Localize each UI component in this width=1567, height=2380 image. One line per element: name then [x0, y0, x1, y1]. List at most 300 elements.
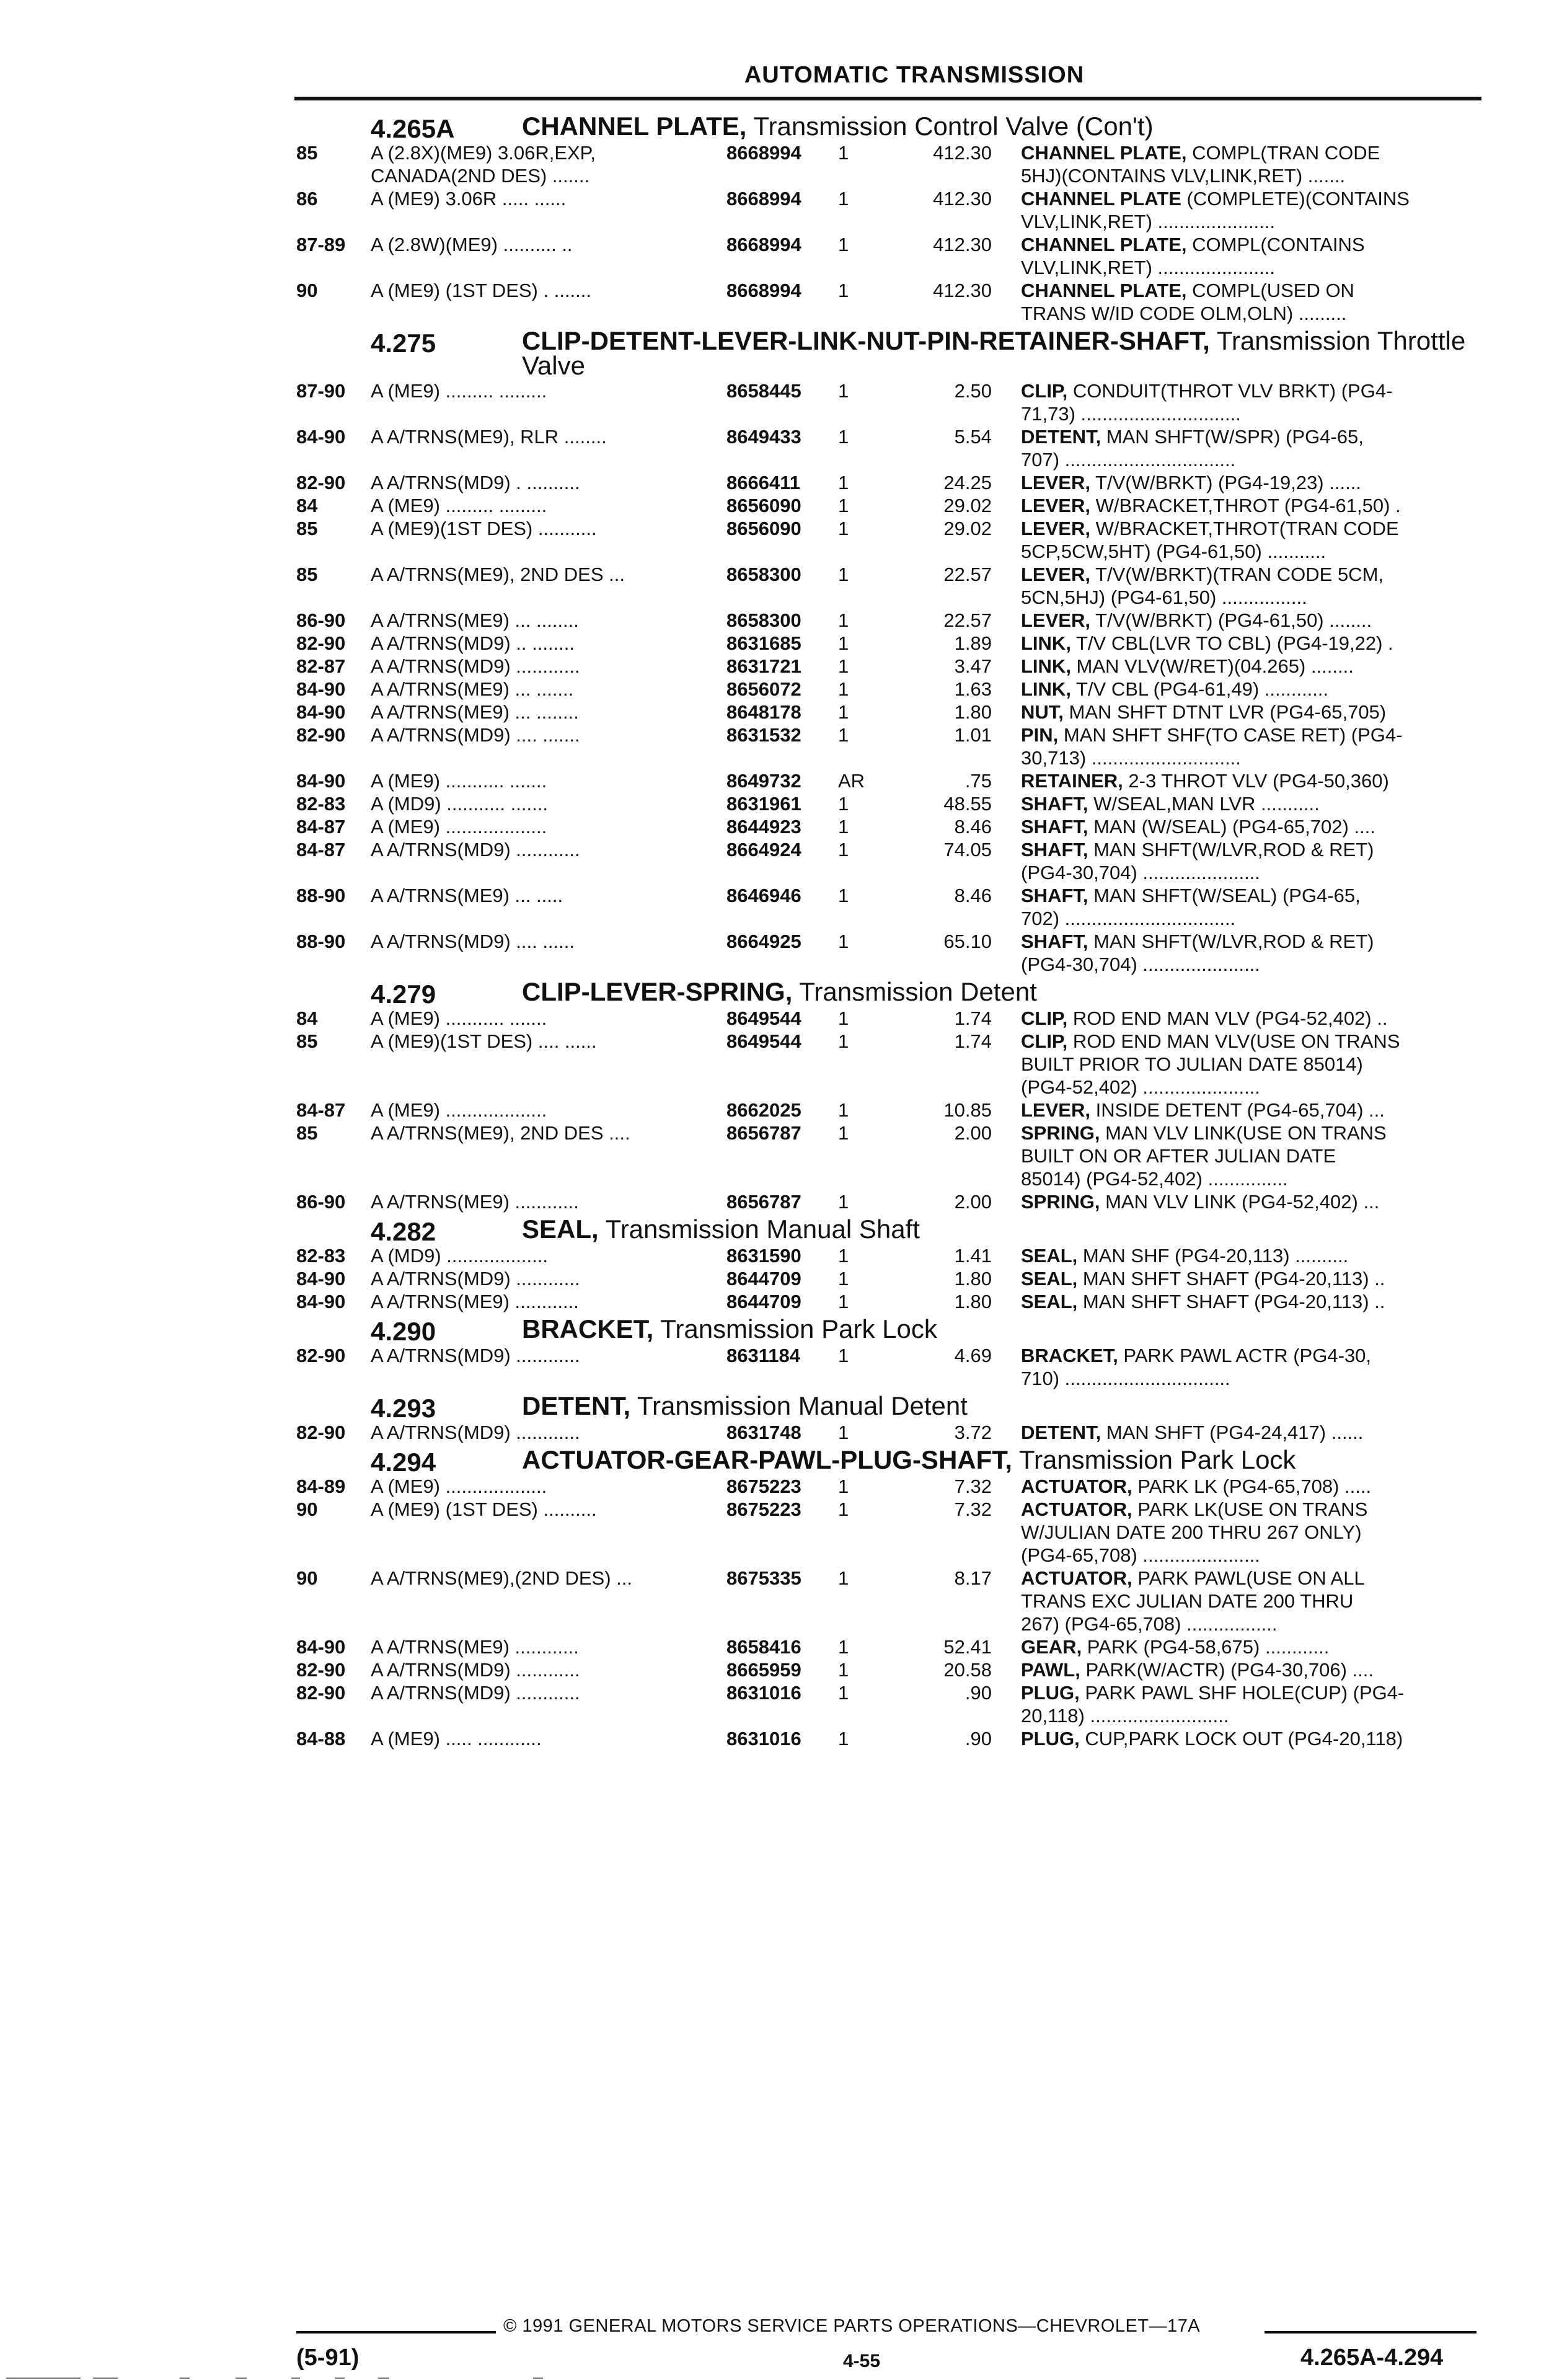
- table-row: [0, 494, 1567, 517]
- quantity: 1: [838, 724, 849, 746]
- part-detail: MAN (W/SEAL) (PG4-65,702) ....: [1088, 816, 1375, 838]
- part-description: [1021, 494, 1470, 517]
- part-detail: W/SEAL,MAN LVR ...........: [1088, 793, 1320, 815]
- section-heading: [0, 110, 1567, 141]
- part-name: CLIP,: [1021, 1030, 1068, 1052]
- part-detail: MAN VLV(W/RET)(04.265) ........: [1070, 655, 1354, 677]
- part-detail: MAN SHFT SHAFT (PG4-20,113) ..: [1077, 1291, 1385, 1312]
- table-row: [0, 1121, 1567, 1190]
- part-number: 8631590: [726, 1245, 801, 1267]
- quantity: 1: [838, 564, 849, 585]
- part-description: [1021, 1267, 1470, 1290]
- table-row: [0, 1099, 1567, 1121]
- unit-price: 4.69: [954, 1345, 992, 1366]
- part-detail: PARK PAWL SHF HOLE(CUP) (PG4- 20,118) ..........................: [1021, 1682, 1405, 1727]
- part-detail: ROD END MAN VLV(USE ON TRANS BUILT PRIOR TO JULIAN DATE 85014) (PG4-52,402) ......................: [1021, 1030, 1400, 1098]
- part-description: [1021, 792, 1470, 815]
- part-number: 8658416: [726, 1636, 801, 1658]
- unit-price: 24.25: [943, 472, 992, 493]
- part-name: SHAFT,: [1021, 931, 1088, 952]
- quantity: 1: [838, 426, 849, 448]
- unit-price: 1.89: [954, 632, 992, 654]
- quantity: 1: [838, 380, 849, 402]
- quantity: 1: [838, 816, 849, 838]
- section-title-bold: CHANNEL PLATE,: [522, 112, 747, 141]
- unit-price: 2.00: [954, 1122, 992, 1144]
- table-row: [0, 1498, 1567, 1567]
- model-year: 86: [296, 188, 318, 210]
- model-year: 85: [296, 1122, 318, 1144]
- quantity: 1: [838, 1030, 849, 1052]
- table-row: [0, 425, 1567, 471]
- part-name: BRACKET,: [1021, 1345, 1118, 1366]
- section-number: 4.265A: [371, 114, 455, 143]
- quantity: 1: [838, 234, 849, 255]
- part-description: [1021, 655, 1470, 678]
- part-description: [1021, 701, 1470, 723]
- part-number: 8675223: [726, 1475, 801, 1497]
- part-description: [1021, 930, 1470, 976]
- scan-artifact-marks: [0, 2378, 558, 2380]
- part-description: [1021, 1727, 1470, 1750]
- part-name: CHANNEL PLATE,: [1021, 280, 1187, 301]
- section-number: 4.282: [371, 1217, 436, 1246]
- unit-price: .90: [964, 1728, 992, 1750]
- unit-price: 8.46: [954, 816, 992, 838]
- section-title-bold: CLIP-LEVER-SPRING,: [522, 977, 793, 1006]
- unit-price: 412.30: [933, 188, 992, 210]
- quantity: 1: [838, 472, 849, 493]
- quantity: 1: [838, 1291, 849, 1312]
- application-description: A A/TRNS(ME9) ... .......: [371, 678, 574, 700]
- part-name: CHANNEL PLATE: [1021, 188, 1181, 210]
- part-detail: COMPL(TRAN CODE 5HJ)(CONTAINS VLV,LINK,RET) .......: [1021, 142, 1380, 187]
- page-header-title: AUTOMATIC TRANSMISSION: [744, 62, 1085, 88]
- part-number: 8649433: [726, 426, 801, 448]
- unit-price: 52.41: [943, 1636, 992, 1658]
- model-year: 84-90: [296, 1636, 346, 1658]
- section-title-rest: Transmission Manual Detent: [630, 1391, 968, 1420]
- application-description: A A/TRNS(ME9), 2ND DES ...: [371, 564, 625, 585]
- section-title: [522, 1214, 1477, 1244]
- table-row: [0, 1190, 1567, 1213]
- part-name: SEAL,: [1021, 1268, 1078, 1290]
- part-detail: MAN SHFT DTNT LVR (PG4-65,705): [1063, 701, 1387, 723]
- application-description: A A/TRNS(MD9) ............: [371, 1268, 580, 1290]
- table-row: [0, 1475, 1567, 1498]
- table-row: [0, 1635, 1567, 1658]
- application-description: A A/TRNS(MD9) ............: [371, 1422, 580, 1443]
- model-year: 84-90: [296, 678, 346, 700]
- part-number: 8644709: [726, 1268, 801, 1290]
- model-year: 88-90: [296, 885, 346, 906]
- section-title-rest: Transmission Control Valve (Con't): [746, 112, 1154, 141]
- quantity: 1: [838, 1682, 849, 1704]
- part-detail: CUP,PARK LOCK OUT (PG4-20,118): [1079, 1728, 1403, 1750]
- part-detail: MAN SHFT(W/LVR,ROD & RET) (PG4-30,704) ......................: [1021, 931, 1374, 975]
- part-detail: T/V CBL (PG4-61,49) ............: [1070, 678, 1329, 700]
- part-number: 8644709: [726, 1291, 801, 1312]
- part-name: RETAINER,: [1021, 770, 1123, 792]
- application-description: A (ME9)(1ST DES) ...........: [371, 518, 597, 539]
- unit-price: 3.47: [954, 655, 992, 677]
- model-year: 84: [296, 495, 318, 516]
- part-name: CHANNEL PLATE,: [1021, 234, 1187, 255]
- quantity: 1: [838, 655, 849, 677]
- part-number: 8675223: [726, 1498, 801, 1520]
- application-description: A A/TRNS(ME9) ............: [371, 1191, 579, 1213]
- part-number: 8668994: [726, 234, 801, 255]
- unit-price: 5.54: [954, 426, 992, 448]
- part-detail: MAN SHFT SHF(TO CASE RET) (PG4- 30,713) ............................: [1021, 724, 1403, 769]
- unit-price: 1.80: [954, 1291, 992, 1312]
- part-detail: T/V(W/BRKT) (PG4-61,50) ........: [1090, 609, 1372, 631]
- part-description: [1021, 1290, 1470, 1313]
- application-description: A (ME9) ......... .........: [371, 380, 547, 402]
- application-description: A (ME9) ...................: [371, 1099, 547, 1121]
- unit-price: 48.55: [943, 793, 992, 815]
- application-description: A A/TRNS(ME9) ... ........: [371, 609, 579, 631]
- quantity: 1: [838, 793, 849, 815]
- part-number: 8668994: [726, 280, 801, 301]
- part-name: PLUG,: [1021, 1682, 1080, 1704]
- part-number: 8648178: [726, 701, 801, 723]
- part-detail: COMPL(CONTAINS VLV,LINK,RET) ......................: [1021, 234, 1365, 278]
- part-description: [1021, 187, 1470, 233]
- table-row: [0, 517, 1567, 563]
- unit-price: 10.85: [943, 1099, 992, 1121]
- table-row: [0, 233, 1567, 279]
- section-number: 4.290: [371, 1317, 436, 1346]
- part-detail: COMPL(USED ON TRANS W/ID CODE OLM,OLN) .........: [1021, 280, 1354, 324]
- quantity: 1: [838, 1122, 849, 1144]
- part-number: 8668994: [726, 142, 801, 164]
- table-row: [0, 815, 1567, 838]
- application-description: A (ME9) ...................: [371, 816, 547, 838]
- section-title: [522, 114, 1477, 139]
- model-year: 85: [296, 1030, 318, 1052]
- part-number: 8631532: [726, 724, 801, 746]
- table-row: [0, 471, 1567, 494]
- unit-price: 412.30: [933, 234, 992, 255]
- footer-date-code: (5-91): [296, 2345, 360, 2371]
- part-detail: W/BRACKET,THROT(TRAN CODE 5CP,5CW,5HT) (PG4-61,50) ...........: [1021, 518, 1399, 562]
- model-year: 82-83: [296, 1245, 346, 1267]
- model-year: 82-90: [296, 1682, 346, 1704]
- part-detail: MAN SHFT (PG4-24,417) ......: [1101, 1422, 1364, 1443]
- section-title: [522, 977, 1477, 1006]
- section-title-bold: BRACKET,: [522, 1314, 654, 1343]
- part-description: [1021, 141, 1470, 187]
- part-name: SHAFT,: [1021, 839, 1088, 860]
- part-number: 8649544: [726, 1030, 801, 1052]
- part-description: [1021, 1498, 1470, 1567]
- model-year: 82-90: [296, 1422, 346, 1443]
- part-name: SEAL,: [1021, 1245, 1078, 1267]
- model-year: 84-90: [296, 770, 346, 792]
- section-title-rest: Transmission Park Lock: [1012, 1445, 1296, 1474]
- unit-price: 7.32: [954, 1498, 992, 1520]
- footer-page-number: 4-55: [843, 2351, 881, 2371]
- unit-price: 1.01: [954, 724, 992, 746]
- quantity: 1: [838, 678, 849, 700]
- part-description: [1021, 1475, 1470, 1498]
- part-name: LEVER,: [1021, 518, 1090, 539]
- model-year: 82-90: [296, 472, 346, 493]
- table-row: [0, 1267, 1567, 1290]
- part-number: 8646946: [726, 885, 801, 906]
- part-name: LEVER,: [1021, 495, 1090, 516]
- part-description: [1021, 1099, 1470, 1121]
- model-year: 82-90: [296, 724, 346, 746]
- part-description: [1021, 1190, 1470, 1213]
- model-year: 90: [296, 280, 318, 301]
- part-number: 8656090: [726, 495, 801, 516]
- model-year: 82-90: [296, 632, 346, 654]
- table-row: [0, 1344, 1567, 1390]
- quantity: 1: [838, 1268, 849, 1290]
- part-number: 8656090: [726, 518, 801, 539]
- application-description: A A/TRNS(ME9) ... .....: [371, 885, 563, 906]
- table-row: [0, 279, 1567, 325]
- part-description: [1021, 1030, 1470, 1099]
- application-description: A (ME9)(1ST DES) .... ......: [371, 1030, 597, 1052]
- unit-price: 22.57: [943, 564, 992, 585]
- part-number: 8664925: [726, 931, 801, 952]
- section-title: [522, 1314, 1477, 1343]
- quantity: 1: [838, 188, 849, 210]
- application-description: A (ME9) ...................: [371, 1475, 547, 1497]
- table-row: [0, 141, 1567, 187]
- section-heading: [0, 1213, 1567, 1244]
- parts-listing: [0, 110, 1567, 1750]
- footer-rule-right: [1265, 2331, 1477, 2334]
- part-detail: MAN VLV LINK(USE ON TRANS BUILT ON OR AFTER JULIAN DATE 85014) (PG4-52,402) ...............: [1021, 1122, 1387, 1190]
- table-row: [0, 1681, 1567, 1727]
- table-row: [0, 884, 1567, 930]
- part-description: [1021, 563, 1470, 609]
- header-rule: [294, 97, 1481, 100]
- quantity: 1: [838, 280, 849, 301]
- part-description: [1021, 1635, 1470, 1658]
- quantity: 1: [838, 931, 849, 952]
- model-year: 86-90: [296, 609, 346, 631]
- quantity: 1: [838, 1636, 849, 1658]
- part-description: [1021, 471, 1470, 494]
- model-year: 84-87: [296, 839, 346, 860]
- application-description: A A/TRNS(MD9) ............: [371, 1682, 580, 1704]
- part-description: [1021, 815, 1470, 838]
- application-description: A A/TRNS(ME9),(2ND DES) ...: [371, 1567, 633, 1589]
- section-number: 4.293: [371, 1394, 436, 1423]
- model-year: 87-90: [296, 380, 346, 402]
- part-name: DETENT,: [1021, 426, 1101, 448]
- part-description: [1021, 425, 1470, 471]
- part-description: [1021, 1244, 1470, 1267]
- footer-rule-left: [296, 2331, 496, 2334]
- unit-price: 412.30: [933, 142, 992, 164]
- unit-price: 1.41: [954, 1245, 992, 1267]
- part-number: 8656072: [726, 678, 801, 700]
- part-description: [1021, 1007, 1470, 1030]
- part-description: [1021, 632, 1470, 655]
- part-description: [1021, 517, 1470, 563]
- part-description: [1021, 1681, 1470, 1727]
- application-description: A A/TRNS(MD9) . ..........: [371, 472, 580, 493]
- part-number: 8675335: [726, 1567, 801, 1589]
- part-name: ACTUATOR,: [1021, 1475, 1132, 1497]
- model-year: 86-90: [296, 1191, 346, 1213]
- quantity: 1: [838, 1659, 849, 1681]
- application-description: A A/TRNS(MD9) .... .......: [371, 724, 580, 746]
- part-name: ACTUATOR,: [1021, 1498, 1132, 1520]
- part-detail: CONDUIT(THROT VLV BRKT) (PG4- 71,73) ..............................: [1021, 380, 1393, 425]
- model-year: 85: [296, 564, 318, 585]
- part-name: GEAR,: [1021, 1636, 1082, 1658]
- part-description: [1021, 1121, 1470, 1190]
- quantity: 1: [838, 1422, 849, 1443]
- table-row: [0, 1030, 1567, 1099]
- section-number: 4.294: [371, 1448, 436, 1477]
- unit-price: 7.32: [954, 1475, 992, 1497]
- table-row: [0, 678, 1567, 701]
- part-number: 8665959: [726, 1659, 801, 1681]
- quantity: 1: [838, 839, 849, 860]
- part-detail: MAN SHF (PG4-20,113) ..........: [1077, 1245, 1349, 1267]
- application-description: A (MD9) ...................: [371, 1245, 548, 1267]
- model-year: 84-89: [296, 1475, 346, 1497]
- unit-price: 29.02: [943, 518, 992, 539]
- section-title-rest: Transmission Throttle Valve: [522, 326, 1466, 380]
- section-heading: [0, 1313, 1567, 1344]
- part-detail: MAN SHFT(W/SEAL) (PG4-65, 702) ................................: [1021, 885, 1361, 929]
- unit-price: 1.63: [954, 678, 992, 700]
- application-description: A (ME9) 3.06R ..... ......: [371, 188, 567, 210]
- section-title-rest: Transmission Park Lock: [653, 1314, 937, 1343]
- table-row: [0, 187, 1567, 233]
- part-number: 8656787: [726, 1122, 801, 1144]
- application-description: A (ME9) ........... .......: [371, 770, 547, 792]
- table-row: [0, 1007, 1567, 1030]
- model-year: 90: [296, 1498, 318, 1520]
- section-heading: [0, 325, 1567, 379]
- table-row: [0, 1290, 1567, 1313]
- part-description: [1021, 838, 1470, 884]
- part-name: SPRING,: [1021, 1122, 1100, 1144]
- unit-price: 65.10: [943, 931, 992, 952]
- table-row: [0, 769, 1567, 792]
- part-number: 8662025: [726, 1099, 801, 1121]
- model-year: 85: [296, 142, 318, 164]
- unit-price: 22.57: [943, 609, 992, 631]
- unit-price: 29.02: [943, 495, 992, 516]
- part-description: [1021, 1567, 1470, 1635]
- part-name: LEVER,: [1021, 472, 1090, 493]
- part-detail: PARK(W/ACTR) (PG4-30,706) ....: [1080, 1659, 1374, 1681]
- application-description: A A/TRNS(MD9) ............: [371, 839, 580, 860]
- part-number: 8631748: [726, 1422, 801, 1443]
- section-heading: [0, 976, 1567, 1007]
- model-year: 85: [296, 518, 318, 539]
- part-name: NUT,: [1021, 701, 1064, 723]
- application-description: A (2.8X)(ME9) 3.06R,EXP, CANADA(2ND DES) .......: [371, 142, 596, 187]
- section-title-bold: DETENT,: [522, 1391, 631, 1420]
- model-year: 87-89: [296, 234, 346, 255]
- application-description: A (MD9) ........... .......: [371, 793, 548, 815]
- table-row: [0, 1567, 1567, 1635]
- application-description: A A/TRNS(ME9), 2ND DES ....: [371, 1122, 630, 1144]
- part-name: PIN,: [1021, 724, 1059, 746]
- model-year: 84-87: [296, 816, 346, 838]
- model-year: 84-87: [296, 1099, 346, 1121]
- section-title: [522, 326, 1477, 380]
- unit-price: 1.80: [954, 1268, 992, 1290]
- application-description: A A/TRNS(ME9) ............: [371, 1636, 579, 1658]
- model-year: 84-90: [296, 701, 346, 723]
- table-row: [0, 792, 1567, 815]
- table-row: [0, 563, 1567, 609]
- part-detail: ROD END MAN VLV (PG4-52,402) ..: [1067, 1007, 1388, 1029]
- part-number: 8631961: [726, 793, 801, 815]
- part-number: 8631016: [726, 1728, 801, 1750]
- quantity: 1: [838, 701, 849, 723]
- unit-price: 2.00: [954, 1191, 992, 1213]
- quantity: 1: [838, 1007, 849, 1029]
- application-description: A A/TRNS(MD9) ............: [371, 655, 580, 677]
- unit-price: 8.17: [954, 1567, 992, 1589]
- model-year: 82-90: [296, 1345, 346, 1366]
- part-detail: INSIDE DETENT (PG4-65,704) ...: [1090, 1099, 1385, 1121]
- quantity: 1: [838, 1475, 849, 1497]
- part-detail: T/V CBL(LVR TO CBL) (PG4-19,22) .: [1070, 632, 1393, 654]
- part-description: [1021, 379, 1470, 425]
- part-detail: PARK PAWL(USE ON ALL TRANS EXC JULIAN DATE 200 THRU 267) (PG4-65,708) .................: [1021, 1567, 1365, 1635]
- quantity: 1: [838, 885, 849, 906]
- quantity: 1: [838, 495, 849, 516]
- part-name: LEVER,: [1021, 609, 1090, 631]
- table-row: [0, 930, 1567, 976]
- part-name: LEVER,: [1021, 564, 1090, 585]
- part-description: [1021, 884, 1470, 930]
- quantity: 1: [838, 632, 849, 654]
- part-number: 8656787: [726, 1191, 801, 1213]
- footer-section-range: 4.265A-4.294: [1300, 2345, 1444, 2371]
- part-detail: PARK PAWL ACTR (PG4-30, 710) ...............................: [1021, 1345, 1372, 1389]
- quantity: 1: [838, 1498, 849, 1520]
- quantity: 1: [838, 1728, 849, 1750]
- part-name: CHANNEL PLATE,: [1021, 142, 1187, 164]
- quantity: 1: [838, 142, 849, 164]
- application-description: A A/TRNS(MD9) .... ......: [371, 931, 575, 952]
- part-description: [1021, 678, 1470, 701]
- model-year: 82-87: [296, 655, 346, 677]
- part-description: [1021, 769, 1470, 792]
- application-description: A A/TRNS(ME9) ............: [371, 1291, 579, 1312]
- section-title-bold: CLIP-DETENT-LEVER-LINK-NUT-PIN-RETAINER-SHAFT,: [522, 326, 1210, 355]
- model-year: 84-90: [296, 1268, 346, 1290]
- unit-price: 8.46: [954, 885, 992, 906]
- section-number: 4.275: [371, 329, 436, 358]
- model-year: 84-90: [296, 426, 346, 448]
- section-heading: [0, 1390, 1567, 1421]
- application-description: A (2.8W)(ME9) .......... ..: [371, 234, 573, 255]
- model-year: 82-83: [296, 793, 346, 815]
- footer-copyright: © 1991 GENERAL MOTORS SERVICE PARTS OPERATIONS—CHEVROLET—17A: [503, 2316, 1201, 2336]
- part-description: [1021, 1344, 1470, 1390]
- part-name: LINK,: [1021, 655, 1071, 677]
- part-number: 8666411: [726, 472, 800, 493]
- part-description: [1021, 279, 1470, 325]
